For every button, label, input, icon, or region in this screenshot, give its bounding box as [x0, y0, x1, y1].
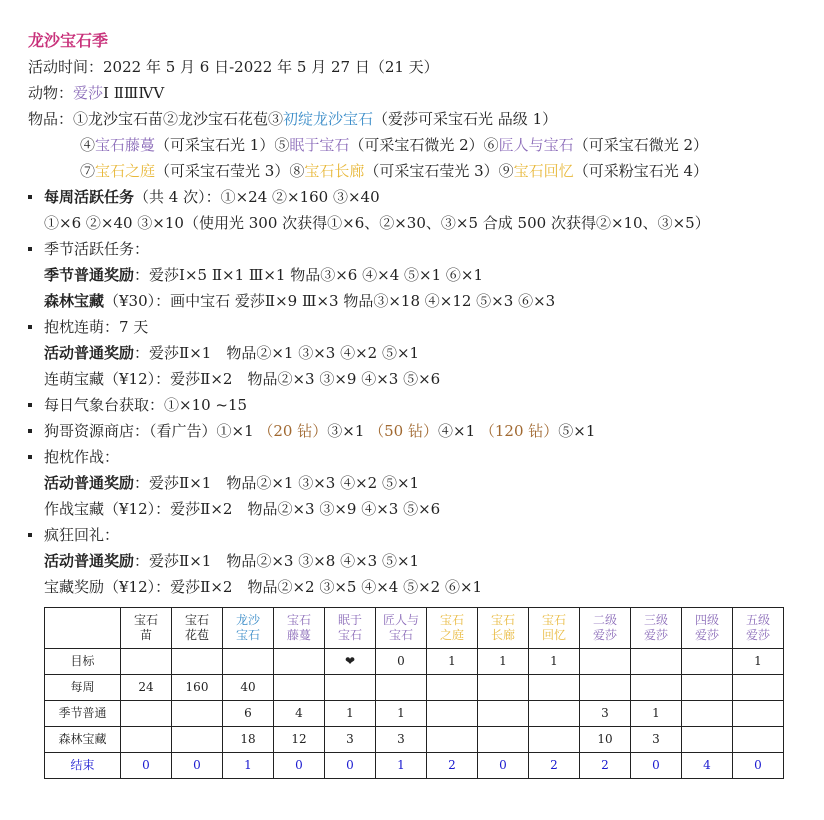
table-cell: 1 — [376, 753, 427, 779]
heart-icon: ❤ — [325, 649, 376, 675]
text-segment: （可采宝石微光 2） — [573, 136, 708, 154]
text-segment: Ⅰ ⅡⅢⅣⅤ — [103, 84, 165, 102]
table-cell — [223, 649, 274, 675]
column-header-line: 二级 — [592, 613, 617, 627]
column-header-line: 爱莎 — [694, 628, 719, 642]
column-header-line: 龙沙 — [235, 613, 260, 627]
highlighted-text: 宝石藤蔓 — [95, 136, 156, 154]
highlighted-text: 龙沙宝石季 — [28, 31, 109, 50]
table-row — [45, 727, 784, 753]
table-cell: 0 — [121, 753, 172, 779]
column-header-line: 宝石 — [541, 613, 566, 627]
table-row — [45, 701, 784, 727]
text-line — [28, 54, 818, 80]
text-line — [28, 210, 818, 236]
table-cell — [529, 675, 580, 701]
highlighted-text: 宝石之庭 — [95, 162, 156, 180]
column-header — [682, 608, 733, 649]
table-cell — [529, 727, 580, 753]
text-line — [28, 80, 818, 106]
table-cell — [478, 727, 529, 753]
column-header-line: 四级 — [694, 613, 719, 627]
column-header-line: 匠人与 — [382, 613, 419, 627]
table-cell — [682, 701, 733, 727]
text-segment: ④ — [80, 136, 96, 154]
column-header — [172, 608, 223, 649]
text-segment: ：爱莎Ⅱ×1 物品②×1 ③×3 ④×2 ⑤×1 — [134, 474, 420, 492]
table-cell — [121, 701, 172, 727]
text-segment: ：爱莎Ⅱ×1 物品②×1 ③×3 ④×2 ⑤×1 — [134, 344, 420, 362]
column-header — [376, 608, 427, 649]
bullet-icon — [28, 403, 32, 407]
table-cell: 1 — [529, 649, 580, 675]
table-cell — [529, 701, 580, 727]
text-segment: 作战宝藏（¥12）：爱莎Ⅱ×2 物品②×3 ③×9 ④×3 ⑤×6 — [44, 500, 441, 518]
highlighted-text: 宝石长廊 — [304, 162, 365, 180]
text-line — [28, 470, 818, 496]
column-header-line: 花苞 — [184, 628, 209, 642]
highlighted-text: （50 钻） — [369, 422, 438, 440]
table-cell: 1 — [325, 701, 376, 727]
text-segment: 每日气象台获取：①×10 ~15 — [44, 396, 248, 414]
bullet-icon — [28, 247, 32, 251]
bullet-icon — [28, 195, 32, 199]
column-header-line: 宝石 — [337, 628, 362, 642]
table-cell: 1 — [427, 649, 478, 675]
column-header — [223, 608, 274, 649]
table-cell: 0 — [733, 753, 784, 779]
table-cell: 1 — [223, 753, 274, 779]
column-header — [274, 608, 325, 649]
row-label: 季节普通 — [45, 701, 121, 727]
column-header — [325, 608, 376, 649]
text-line — [28, 392, 818, 418]
table-cell — [121, 727, 172, 753]
table-cell — [274, 675, 325, 701]
table-row — [45, 675, 784, 701]
column-header — [733, 608, 784, 649]
text-line — [28, 444, 818, 470]
table-cell: 3 — [325, 727, 376, 753]
table-cell — [580, 649, 631, 675]
text-segment: （可采宝石莹光 3）⑧ — [155, 162, 305, 180]
highlighted-text: 匠人与宝石 — [498, 136, 574, 154]
table-cell — [733, 727, 784, 753]
table-cell: 160 — [172, 675, 223, 701]
bullet-icon — [28, 455, 32, 459]
column-header-line: 眠于 — [337, 613, 362, 627]
section-heading: 森林宝藏 — [44, 292, 105, 310]
text-segment: 动物： — [28, 84, 74, 102]
text-line — [28, 340, 818, 366]
table-cell — [580, 675, 631, 701]
column-header-line: 宝石 — [388, 628, 413, 642]
text-segment: 宝藏奖励（¥12）：爱莎Ⅱ×2 物品②×2 ③×5 ④×4 ⑤×2 ⑥×1 — [44, 578, 483, 596]
summary-table — [44, 607, 784, 779]
column-header — [121, 608, 172, 649]
highlighted-text: 宝石回忆 — [513, 162, 574, 180]
table-cell: 10 — [580, 727, 631, 753]
text-line — [28, 496, 818, 522]
column-header-line: 爱莎 — [592, 628, 617, 642]
text-segment: （可采宝石光 1）⑤ — [155, 136, 290, 154]
column-header-line: 苗 — [139, 628, 152, 642]
text-segment: ①×6 ②×40 ③×10（使用光 300 次获得①×6、②×30、③×5 合成 500 次获得②×10、③×5） — [44, 214, 710, 232]
table-header-row — [45, 608, 784, 649]
text-line — [28, 522, 818, 548]
text-segment: ：爱莎Ⅱ×1 物品②×3 ③×8 ④×3 ⑤×1 — [134, 552, 420, 570]
section-heading: 每周活跃任务 — [44, 188, 135, 206]
table-cell — [733, 675, 784, 701]
text-line — [28, 262, 818, 288]
table-cell — [682, 675, 733, 701]
text-segment: ⑦ — [80, 162, 96, 180]
table-cell — [427, 727, 478, 753]
table-cell: 12 — [274, 727, 325, 753]
column-header-line: 宝石 — [133, 613, 158, 627]
column-header-line: 爱莎 — [643, 628, 668, 642]
table-cell — [682, 727, 733, 753]
table-cell: 40 — [223, 675, 274, 701]
text-segment: （爱莎可采宝石光 品级 1） — [373, 110, 558, 128]
text-line — [28, 288, 818, 314]
text-segment: （可采粉宝石光 4） — [573, 162, 708, 180]
section-heading: 季节普通奖励 — [44, 266, 135, 284]
column-header — [427, 608, 478, 649]
bullet-icon — [28, 429, 32, 433]
text-line — [28, 132, 818, 158]
table-cell: 3 — [580, 701, 631, 727]
text-segment: 狗哥资源商店：（看广告）①×1 — [44, 422, 259, 440]
document-body — [28, 28, 818, 600]
row-label: 目标 — [45, 649, 121, 675]
table-cell: 24 — [121, 675, 172, 701]
bullet-icon — [28, 325, 32, 329]
text-segment: 活动时间：2022 年 5 月 6 日-2022 年 5 月 27 日（21 天） — [28, 58, 439, 76]
table-cell — [427, 675, 478, 701]
column-header-line: 宝石 — [439, 613, 464, 627]
table-cell: 0 — [172, 753, 223, 779]
column-header-line: 宝石 — [184, 613, 209, 627]
table-cell: 1 — [376, 701, 427, 727]
text-segment: 连萌宝藏（¥12）：爱莎Ⅱ×2 物品②×3 ③×9 ④×3 ⑤×6 — [44, 370, 441, 388]
text-line — [28, 184, 818, 210]
highlighted-text: 眠于宝石 — [289, 136, 350, 154]
column-header — [529, 608, 580, 649]
table-cell: 0 — [274, 753, 325, 779]
text-segment: ④×1 — [438, 422, 480, 440]
table-cell — [274, 649, 325, 675]
table-cell: 0 — [631, 753, 682, 779]
highlighted-text: （120 钻） — [479, 422, 559, 440]
table-cell — [478, 701, 529, 727]
table-cell: 2 — [580, 753, 631, 779]
text-line — [28, 574, 818, 600]
highlighted-text: （20 钻） — [258, 422, 328, 440]
text-segment: 季节活跃任务： — [44, 240, 150, 258]
text-segment: （共 4 次）：①×24 ②×160 ③×40 — [134, 188, 380, 206]
table-cell — [631, 649, 682, 675]
section-heading: 活动普通奖励 — [44, 474, 135, 492]
table-cell — [427, 701, 478, 727]
table-cell — [172, 649, 223, 675]
table-cell: 18 — [223, 727, 274, 753]
column-header-line: 藤蔓 — [286, 628, 311, 642]
column-header-line: 宝石 — [235, 628, 260, 642]
table-cell — [682, 649, 733, 675]
text-segment: ：爱莎Ⅰ×5 Ⅱ×1 Ⅲ×1 物品③×6 ④×4 ⑤×1 ⑥×1 — [134, 266, 483, 284]
text-segment: 抱枕连萌：7 天 — [44, 318, 149, 336]
table-cell: 4 — [682, 753, 733, 779]
table-cell: 1 — [478, 649, 529, 675]
table-cell — [631, 675, 682, 701]
text-segment: （¥30）：画中宝石 爱莎Ⅱ×9 Ⅲ×3 物品③×18 ④×12 ⑤×3 ⑥×3 — [104, 292, 556, 310]
table-cell — [172, 727, 223, 753]
text-line — [28, 548, 818, 574]
table-cell: 0 — [325, 753, 376, 779]
column-header — [631, 608, 682, 649]
table-cell: 3 — [376, 727, 427, 753]
row-label: 每周 — [45, 675, 121, 701]
text-line — [28, 418, 818, 444]
column-header-line: 宝石 — [286, 613, 311, 627]
text-line — [28, 314, 818, 340]
text-segment: 疯狂回礼： — [44, 526, 120, 544]
table-cell: 4 — [274, 701, 325, 727]
row-label: 森林宝藏 — [45, 727, 121, 753]
column-header-line: 爱莎 — [745, 628, 770, 642]
text-line — [28, 366, 818, 392]
column-header-line: 长廊 — [490, 628, 515, 642]
page-title — [28, 28, 818, 54]
text-segment: 物品：①龙沙宝石苗②龙沙宝石花苞③ — [28, 110, 284, 128]
corner-cell — [45, 608, 121, 649]
table-cell — [325, 675, 376, 701]
table-row — [45, 649, 784, 675]
table-cell — [121, 649, 172, 675]
table-cell: 3 — [631, 727, 682, 753]
table-cell: 1 — [631, 701, 682, 727]
table-cell: 1 — [733, 649, 784, 675]
text-line — [28, 158, 818, 184]
section-heading: 活动普通奖励 — [44, 552, 135, 570]
column-header — [478, 608, 529, 649]
text-line — [28, 106, 818, 132]
table-cell — [733, 701, 784, 727]
table-cell: 6 — [223, 701, 274, 727]
highlighted-text: 爱莎 — [73, 84, 104, 102]
text-segment: （可采宝石莹光 3）⑨ — [364, 162, 514, 180]
table-cell: 2 — [529, 753, 580, 779]
column-header-line: 五级 — [745, 613, 770, 627]
text-segment: ⑤×1 — [558, 422, 596, 440]
column-header — [580, 608, 631, 649]
column-header-line: 之庭 — [439, 628, 464, 642]
table-cell: 0 — [376, 649, 427, 675]
table-cell — [172, 701, 223, 727]
table-cell: 2 — [427, 753, 478, 779]
table-cell: 0 — [478, 753, 529, 779]
table-cell — [376, 675, 427, 701]
bullet-icon — [28, 533, 32, 537]
table-cell — [478, 675, 529, 701]
column-header-line: 宝石 — [490, 613, 515, 627]
row-label: 结束 — [45, 753, 121, 779]
text-segment: （可采宝石微光 2）⑥ — [349, 136, 499, 154]
highlighted-text: 初绽龙沙宝石 — [283, 110, 374, 128]
column-header-line: 三级 — [643, 613, 668, 627]
text-segment: ③×1 — [327, 422, 370, 440]
text-segment: 抱枕作战： — [44, 448, 120, 466]
section-heading: 活动普通奖励 — [44, 344, 135, 362]
table-row — [45, 753, 784, 779]
text-line — [28, 236, 818, 262]
column-header-line: 回忆 — [541, 628, 566, 642]
